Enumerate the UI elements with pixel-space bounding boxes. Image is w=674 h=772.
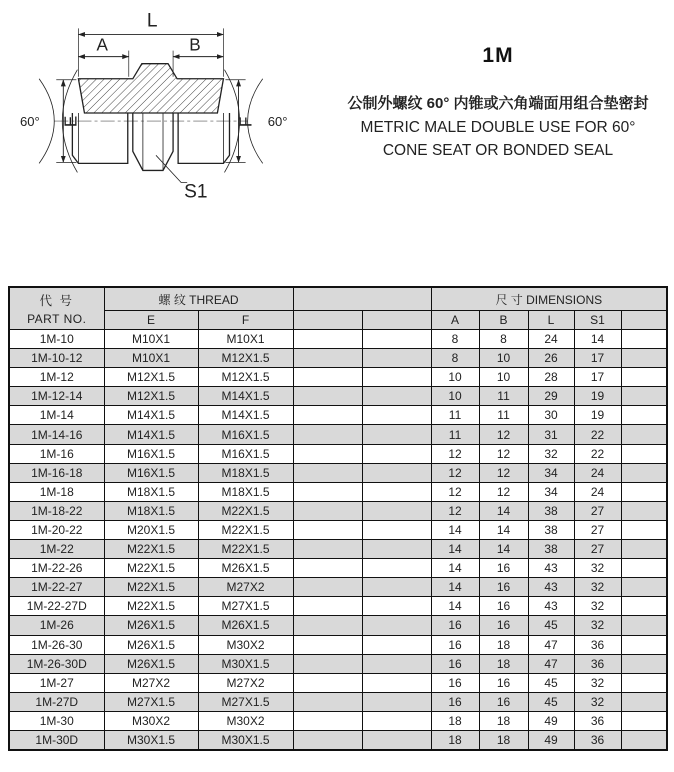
table-cell: [621, 692, 667, 711]
table-row: [9, 673, 667, 692]
angle-label-left: 60°: [20, 114, 40, 130]
header-col-a: A: [431, 311, 479, 330]
table-cell: 1M-10-12: [9, 349, 104, 368]
table-cell: [621, 482, 667, 501]
table-cell: [362, 578, 431, 597]
table-cell: M16X1.5: [198, 425, 293, 444]
header-part-no: [9, 287, 104, 330]
table-cell: 1M-22-27: [9, 578, 104, 597]
table-cell: 14: [479, 520, 528, 539]
table-cell: M27X1.5: [198, 597, 293, 616]
table-cell: 18: [431, 730, 479, 750]
series-code: 1M: [482, 44, 514, 67]
table-cell: M22X1.5: [104, 540, 198, 559]
table-cell: 34: [528, 463, 574, 482]
table-cell: 24: [574, 482, 621, 501]
table-cell: 12: [431, 444, 479, 463]
table-cell: M27X2: [198, 673, 293, 692]
table-cell: M14X1.5: [198, 387, 293, 406]
table-cell: M27X2: [104, 673, 198, 692]
subtitle-english-line1: METRIC MALE DOUBLE USE FOR 60°: [360, 119, 636, 136]
table-cell: 1M-16: [9, 444, 104, 463]
table-cell: [293, 368, 362, 387]
table-cell: [293, 463, 362, 482]
table-cell: 16: [479, 559, 528, 578]
table-cell: M14X1.5: [104, 406, 198, 425]
table-cell: [621, 730, 667, 750]
table-cell: 14: [431, 559, 479, 578]
table-cell: 49: [528, 730, 574, 750]
table-cell: [621, 444, 667, 463]
table-cell: [621, 330, 667, 349]
table-cell: 38: [528, 501, 574, 520]
table-cell: [293, 330, 362, 349]
table-cell: M12X1.5: [198, 368, 293, 387]
table-row: [9, 730, 667, 750]
table-cell: M10X1: [104, 349, 198, 368]
table-cell: 38: [528, 520, 574, 539]
table-cell: M27X1.5: [198, 692, 293, 711]
table-cell: 14: [431, 520, 479, 539]
table-cell: 10: [479, 368, 528, 387]
table-row: [9, 330, 667, 349]
table-cell: [362, 387, 431, 406]
table-cell: 14: [479, 501, 528, 520]
table-cell: 18: [479, 635, 528, 654]
table-cell: [621, 463, 667, 482]
table-cell: [362, 368, 431, 387]
table-cell: 38: [528, 540, 574, 559]
table-cell: M30X2: [198, 635, 293, 654]
table-cell: 45: [528, 692, 574, 711]
table-cell: [621, 578, 667, 597]
table-cell: [362, 730, 431, 750]
table-cell: 1M-26: [9, 616, 104, 635]
table-row: [9, 387, 667, 406]
table-cell: 24: [574, 463, 621, 482]
table-cell: 8: [479, 330, 528, 349]
header-thread-group: 螺 纹 THREAD: [104, 287, 293, 311]
dim-label-b: B: [189, 35, 201, 55]
table-cell: 1M-16-18: [9, 463, 104, 482]
table-cell: M20X1.5: [104, 520, 198, 539]
table-cell: M16X1.5: [198, 444, 293, 463]
table-cell: M14X1.5: [198, 406, 293, 425]
table-cell: 14: [574, 330, 621, 349]
header-blank-group: [293, 287, 431, 311]
header-col-f: F: [198, 311, 293, 330]
table-cell: M22X1.5: [198, 501, 293, 520]
table-cell: 22: [574, 425, 621, 444]
table-cell: 36: [574, 635, 621, 654]
table-cell: M30X1.5: [198, 730, 293, 750]
header-col-b: B: [479, 311, 528, 330]
title-block: [328, 44, 668, 165]
table-cell: 16: [431, 692, 479, 711]
table-cell: 16: [479, 673, 528, 692]
table-cell: 45: [528, 616, 574, 635]
table-row: [9, 578, 667, 597]
table-cell: [293, 635, 362, 654]
table-cell: [293, 406, 362, 425]
table-cell: [362, 654, 431, 673]
table-cell: [621, 616, 667, 635]
table-cell: [293, 616, 362, 635]
table-cell: [621, 711, 667, 730]
table-cell: 32: [574, 692, 621, 711]
table-cell: [362, 711, 431, 730]
table-cell: 43: [528, 578, 574, 597]
subtitle-chinese: 公制外螺纹 60° 内锥或六角端面用组合垫密封: [347, 95, 649, 112]
cone-arc-left-2: [39, 79, 54, 164]
table-cell: 10: [431, 387, 479, 406]
table-row: [9, 711, 667, 730]
table-cell: M27X1.5: [104, 692, 198, 711]
table-row: [9, 520, 667, 539]
table-row: [9, 501, 667, 520]
s1-leader-line: [156, 155, 187, 182]
hex-nut-outline: [133, 113, 173, 170]
table-cell: M26X1.5: [104, 616, 198, 635]
table-cell: 32: [574, 597, 621, 616]
table-cell: 12: [479, 444, 528, 463]
table-cell: [362, 635, 431, 654]
table-cell: 1M-12-14: [9, 387, 104, 406]
table-cell: [621, 597, 667, 616]
table-cell: 8: [431, 330, 479, 349]
table-row: [9, 692, 667, 711]
header-col-s1: S1: [574, 311, 621, 330]
table-cell: M22X1.5: [104, 578, 198, 597]
table-cell: [362, 463, 431, 482]
table-cell: [293, 520, 362, 539]
table-cell: [293, 559, 362, 578]
table-cell: [362, 406, 431, 425]
table-cell: 16: [431, 616, 479, 635]
table-cell: 27: [574, 501, 621, 520]
table-cell: 16: [431, 673, 479, 692]
table-cell: M30X2: [198, 711, 293, 730]
dim-label-f: F: [236, 116, 256, 128]
table-cell: 1M-12: [9, 368, 104, 387]
table-cell: M18X1.5: [198, 463, 293, 482]
table-cell: 1M-26-30: [9, 635, 104, 654]
right-thread-outline: [178, 113, 229, 163]
table-cell: M22X1.5: [104, 559, 198, 578]
dim-label-s1: S1: [184, 181, 208, 203]
table-cell: 29: [528, 387, 574, 406]
table-cell: 32: [528, 444, 574, 463]
table-cell: 18: [479, 711, 528, 730]
table-cell: 16: [479, 616, 528, 635]
left-thread-outline: [72, 113, 127, 163]
table-cell: 17: [574, 349, 621, 368]
table-cell: 17: [574, 368, 621, 387]
table-cell: 1M-26-30D: [9, 654, 104, 673]
table-cell: [621, 387, 667, 406]
table-cell: [621, 540, 667, 559]
table-cell: 31: [528, 425, 574, 444]
angle-label-right: 60°: [267, 114, 288, 130]
table-cell: 11: [431, 406, 479, 425]
table-cell: 47: [528, 654, 574, 673]
table-cell: [362, 692, 431, 711]
table-cell: 18: [431, 711, 479, 730]
spec-table-container: [8, 286, 668, 751]
table-cell: 36: [574, 730, 621, 750]
table-cell: [621, 654, 667, 673]
table-cell: 10: [479, 349, 528, 368]
table-cell: 1M-22-27D: [9, 597, 104, 616]
table-cell: 12: [479, 463, 528, 482]
table-cell: 19: [574, 387, 621, 406]
table-cell: M16X1.5: [104, 444, 198, 463]
table-cell: [293, 730, 362, 750]
table-cell: 1M-14-16: [9, 425, 104, 444]
table-cell: 1M-22-26: [9, 559, 104, 578]
table-cell: 16: [431, 635, 479, 654]
table-cell: 36: [574, 654, 621, 673]
table-cell: M12X1.5: [104, 387, 198, 406]
table-cell: 10: [431, 368, 479, 387]
table-cell: 32: [574, 559, 621, 578]
table-cell: M10X1: [198, 330, 293, 349]
table-cell: 12: [431, 463, 479, 482]
table-row: [9, 406, 667, 425]
table-cell: M26X1.5: [198, 559, 293, 578]
header-col-blank-1: [293, 311, 362, 330]
table-cell: [362, 540, 431, 559]
table-cell: 1M-27: [9, 673, 104, 692]
header-part-no-cn: 代 号: [39, 294, 74, 308]
table-cell: [293, 654, 362, 673]
spec-table-body: [9, 330, 667, 751]
table-cell: [293, 501, 362, 520]
table-cell: [293, 349, 362, 368]
table-cell: 1M-27D: [9, 692, 104, 711]
table-row: [9, 597, 667, 616]
table-row: [9, 540, 667, 559]
table-cell: [293, 387, 362, 406]
table-cell: [362, 425, 431, 444]
fitting-section-drawing: [20, 6, 302, 213]
table-cell: M12X1.5: [198, 349, 293, 368]
table-cell: 11: [431, 425, 479, 444]
table-cell: [362, 616, 431, 635]
table-cell: [293, 597, 362, 616]
table-cell: M30X1.5: [104, 730, 198, 750]
table-cell: 1M-14: [9, 406, 104, 425]
table-cell: 1M-18-22: [9, 501, 104, 520]
table-cell: 32: [574, 616, 621, 635]
table-cell: 11: [479, 387, 528, 406]
table-cell: 32: [574, 578, 621, 597]
header-col-blank-3: [621, 311, 667, 330]
spec-table-header: [9, 287, 667, 330]
table-row: [9, 635, 667, 654]
header-col-l: L: [528, 311, 574, 330]
table-cell: [362, 501, 431, 520]
table-cell: [621, 673, 667, 692]
table-cell: [362, 482, 431, 501]
table-cell: 1M-18: [9, 482, 104, 501]
table-cell: M26X1.5: [104, 654, 198, 673]
table-cell: [362, 444, 431, 463]
table-cell: [293, 711, 362, 730]
table-cell: 18: [479, 654, 528, 673]
table-cell: 12: [479, 482, 528, 501]
table-cell: 22: [574, 444, 621, 463]
table-cell: [362, 349, 431, 368]
table-row: [9, 444, 667, 463]
table-cell: 16: [479, 597, 528, 616]
table-cell: 14: [431, 540, 479, 559]
table-row: [9, 368, 667, 387]
table-cell: 16: [431, 654, 479, 673]
table-cell: 1M-30D: [9, 730, 104, 750]
table-cell: [362, 673, 431, 692]
table-cell: 43: [528, 597, 574, 616]
table-cell: M18X1.5: [198, 482, 293, 501]
header-dimensions-group: 尺 寸 DIMENSIONS: [431, 287, 667, 311]
dim-label-a: A: [96, 35, 108, 55]
table-cell: M18X1.5: [104, 501, 198, 520]
table-cell: [362, 520, 431, 539]
table-cell: [362, 559, 431, 578]
table-cell: M26X1.5: [104, 635, 198, 654]
table-cell: 32: [574, 673, 621, 692]
technical-drawing: [20, 6, 302, 213]
table-cell: 34: [528, 482, 574, 501]
table-cell: [621, 368, 667, 387]
table-cell: M18X1.5: [104, 482, 198, 501]
table-cell: 14: [431, 597, 479, 616]
table-cell: 12: [431, 482, 479, 501]
table-cell: 27: [574, 540, 621, 559]
table-row: [9, 425, 667, 444]
section-hatched-body: [78, 64, 223, 113]
table-cell: M26X1.5: [198, 616, 293, 635]
dim-label-l: L: [146, 10, 158, 32]
table-cell: 1M-20-22: [9, 520, 104, 539]
table-cell: [293, 540, 362, 559]
table-cell: 19: [574, 406, 621, 425]
table-cell: [293, 578, 362, 597]
table-cell: 12: [431, 501, 479, 520]
table-cell: [621, 349, 667, 368]
table-cell: 49: [528, 711, 574, 730]
table-cell: 36: [574, 711, 621, 730]
table-cell: 12: [479, 425, 528, 444]
table-cell: 24: [528, 330, 574, 349]
table-cell: 1M-22: [9, 540, 104, 559]
table-cell: 14: [479, 540, 528, 559]
table-row: [9, 616, 667, 635]
table-cell: [293, 692, 362, 711]
spec-table: [8, 286, 668, 751]
table-cell: M27X2: [198, 578, 293, 597]
table-cell: 1M-10: [9, 330, 104, 349]
table-cell: 14: [431, 578, 479, 597]
table-cell: 18: [479, 730, 528, 750]
table-row: [9, 559, 667, 578]
table-cell: 8: [431, 349, 479, 368]
table-cell: M22X1.5: [104, 597, 198, 616]
header-part-no-en: PART NO.: [27, 312, 87, 326]
table-cell: [621, 501, 667, 520]
subtitle-english-line2: CONE SEAT OR BONDED SEAL: [382, 142, 614, 159]
table-cell: [293, 425, 362, 444]
table-cell: M30X2: [104, 711, 198, 730]
table-row: [9, 482, 667, 501]
table-cell: 30: [528, 406, 574, 425]
table-row: [9, 349, 667, 368]
table-cell: M30X1.5: [198, 654, 293, 673]
table-cell: M16X1.5: [104, 463, 198, 482]
table-cell: 11: [479, 406, 528, 425]
table-cell: [621, 635, 667, 654]
table-cell: 27: [574, 520, 621, 539]
table-cell: 16: [479, 692, 528, 711]
table-row: [9, 654, 667, 673]
table-cell: 45: [528, 673, 574, 692]
dim-label-e: E: [61, 115, 81, 128]
table-cell: [293, 673, 362, 692]
table-cell: 43: [528, 559, 574, 578]
table-cell: [293, 444, 362, 463]
table-cell: 28: [528, 368, 574, 387]
table-cell: [293, 482, 362, 501]
header-col-e: E: [104, 311, 198, 330]
table-cell: [362, 597, 431, 616]
table-cell: [621, 520, 667, 539]
table-cell: 26: [528, 349, 574, 368]
table-cell: 16: [479, 578, 528, 597]
table-cell: M22X1.5: [198, 540, 293, 559]
table-cell: [621, 559, 667, 578]
table-cell: M14X1.5: [104, 425, 198, 444]
table-row: [9, 463, 667, 482]
table-cell: 47: [528, 635, 574, 654]
table-cell: [362, 330, 431, 349]
table-cell: M22X1.5: [198, 520, 293, 539]
table-cell: [621, 425, 667, 444]
table-cell: 1M-30: [9, 711, 104, 730]
table-cell: M10X1: [104, 330, 198, 349]
table-cell: [621, 406, 667, 425]
table-cell: M12X1.5: [104, 368, 198, 387]
header-col-blank-2: [362, 311, 431, 330]
